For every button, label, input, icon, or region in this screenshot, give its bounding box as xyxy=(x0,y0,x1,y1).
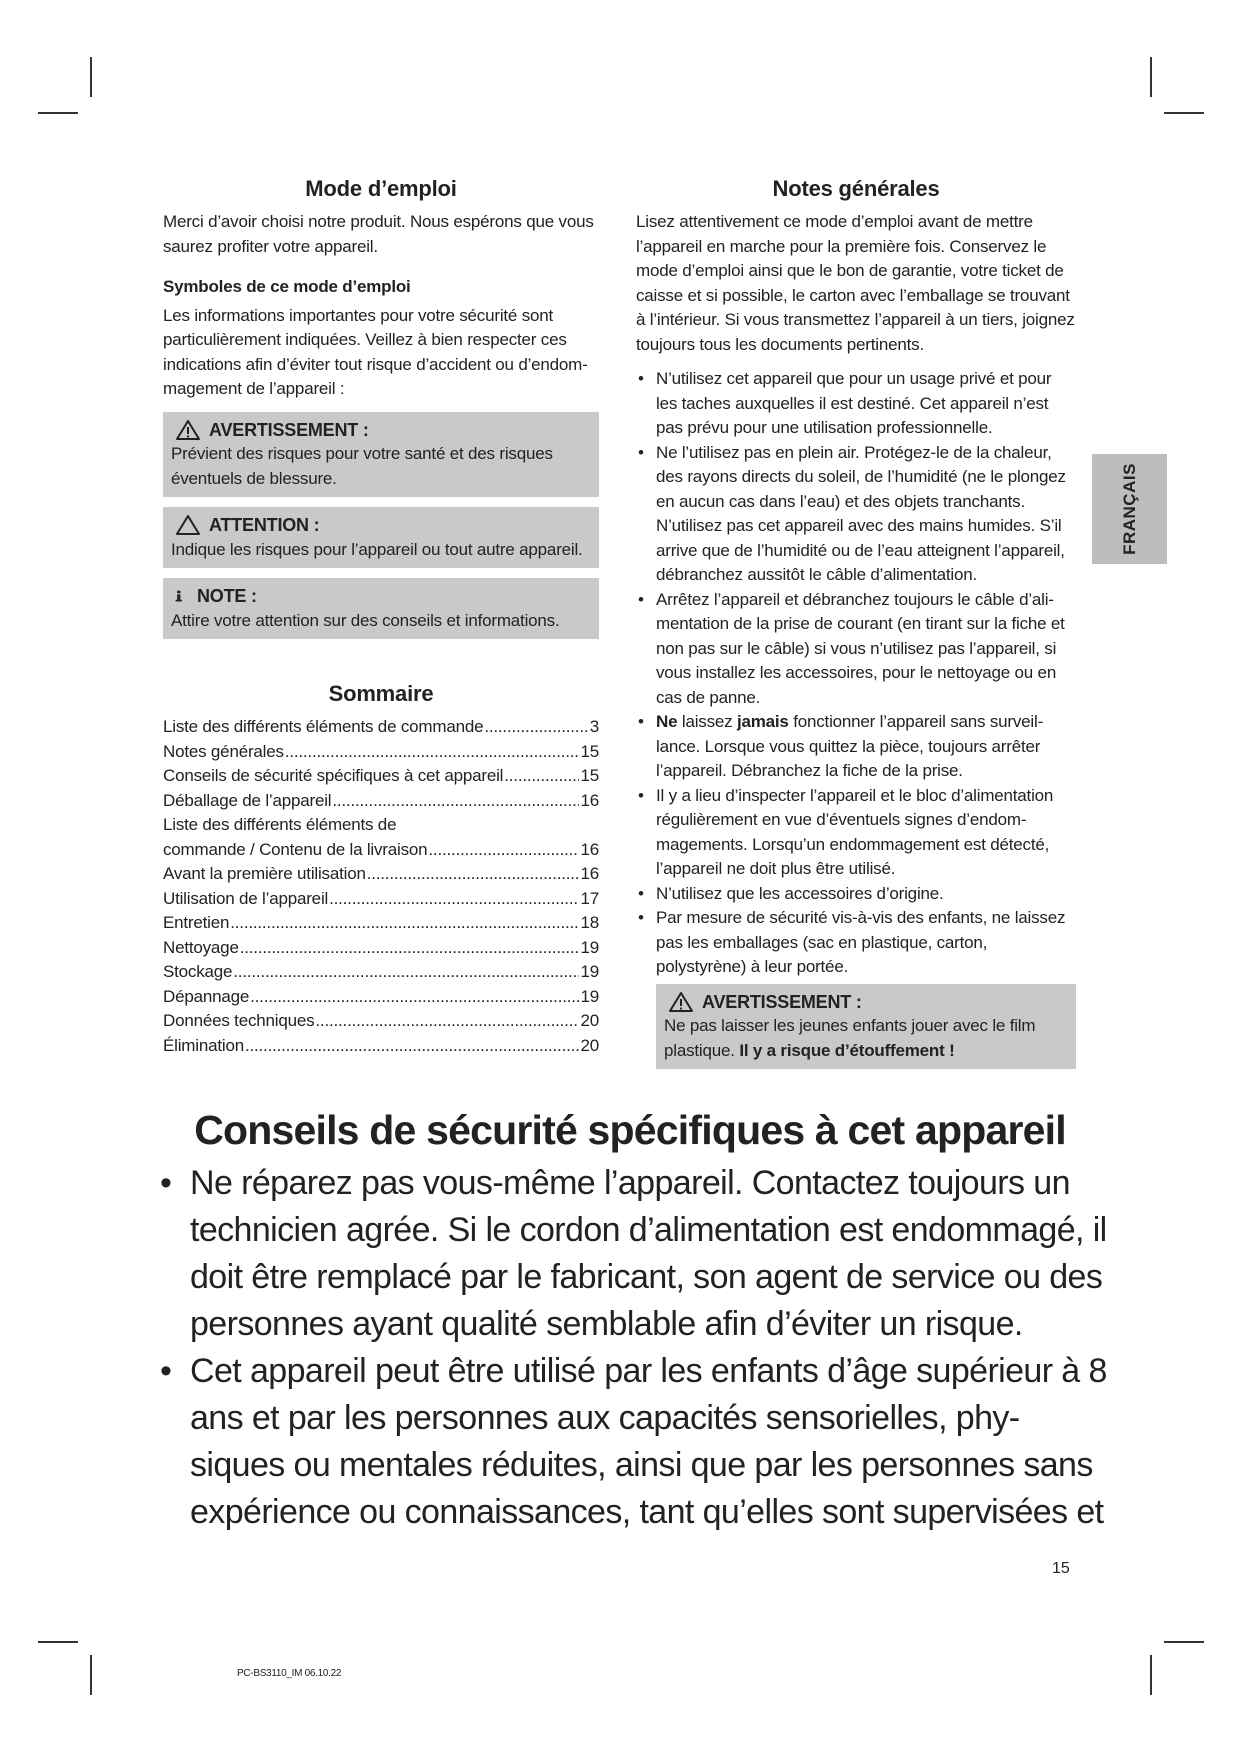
toc-row: Stockage ..... 19 xyxy=(163,960,599,985)
crop-mark xyxy=(90,1655,92,1695)
warning-box xyxy=(163,412,599,498)
children-warning-text: Ne pas laisser les jeunes enfants jouer avec le film plastique. Il y a risque d’étouffement ! xyxy=(664,1016,1036,1060)
crop-mark xyxy=(1150,57,1152,97)
attention-box xyxy=(163,507,599,568)
toc-row: commande / Contenu de la livraison ..... 16 xyxy=(163,838,599,863)
warning-box-title xyxy=(175,418,591,443)
toc-row: Dépannage ..... 19 xyxy=(163,985,599,1010)
list-item: • Ne l’utilisez pas en plein air. Protégez-le de la chaleur, des rayons directs du soleil, de l’humidité (ne le plongez en aucun cas dans l’eau) et des objets tranchants. N’utilisez pas cet appareil avec des mains humides. S’il arrive que de l’humidité ou de l’eau atteignent l’appareil, débranchez aussitôt le câble d’alimentation. xyxy=(636,441,1076,588)
list-item: • Ne réparez pas vous-même l’appareil. Contactez toujours un technicien agrée. Si le cordon d’alimentation est endommagé, il doit être remplacé par le fabricant, son agent de service ou des personnes ayant qualité semblable afin d’éviter un risque. xyxy=(150,1160,1110,1348)
intro-text: Merci d’avoir choisi notre produit. Nous espérons que vous saurez profiter votre appareil. xyxy=(163,212,594,256)
toc-row: Utilisation de l’appareil ..... 17 xyxy=(163,887,599,912)
mode-emploi-title: Mode d’emploi xyxy=(305,176,457,201)
list-item: • N’utilisez cet appareil que pour un usage privé et pour les taches auxquelles il est destiné. Cet appareil n’est pas prévu pour une utilisation professionnelle. xyxy=(636,367,1076,441)
list-item: • Arrêtez l’appareil et débranchez toujours le câble d’ali-mentation de la prise de courant (en tirant sur la fiche et non pas sur le câble) si vous n’utilisez pas l’appareil, si vous installez les accessoires, pour le nettoyage ou en cas de panne. xyxy=(636,588,1076,711)
attention-label: ATTENTION : xyxy=(209,515,320,535)
toc-row: Élimination ..... 20 xyxy=(163,1034,599,1059)
crop-mark xyxy=(38,112,78,114)
footer-code: PC-BS3110_IM 06.10.22 xyxy=(237,1668,342,1679)
crop-mark xyxy=(1150,1655,1152,1695)
warning-label: AVERTISSEMENT : xyxy=(209,419,369,440)
list-item: • Ne laissez jamais fonctionner l’appareil sans surveil-lance. Lorsque vous quittez la pièce, toujours arrêter l’appareil. Débranchez la fiche de la prise. xyxy=(636,710,1076,784)
children-warning-label: AVERTISSEMENT : xyxy=(702,991,862,1012)
warning-triangle-icon xyxy=(668,991,694,1013)
table-of-contents xyxy=(163,715,599,1058)
toc-row: Données techniques ..... 20 xyxy=(163,1009,599,1034)
crop-mark xyxy=(38,1641,78,1643)
notes-generales-title: Notes générales xyxy=(772,176,940,201)
children-warning-box xyxy=(656,984,1076,1070)
list-item: • Cet appareil peut être utilisé par les enfants d’âge supérieur à 8 ans et par les personnes aux capacités sensorielles, phy-siques ou mentales réduites, ainsi que par les personnes sans expérience ou connaissances, tant qu’elles sont supervisées et xyxy=(150,1348,1110,1536)
toc-row: Nettoyage ..... 19 xyxy=(163,936,599,961)
toc-row: Liste des différents éléments de commande ..... 3 xyxy=(163,715,599,740)
notes-bullet-list xyxy=(636,367,1076,980)
warning-triangle-icon xyxy=(175,419,201,441)
safety-bullet-list xyxy=(150,1160,1110,1536)
list-item: • Par mesure de sécurité vis-à-vis des enfants, ne laissez pas les emballages (sac en plastique, carton, polystyrène) à leur portée. xyxy=(636,906,1076,980)
note-text: Attire votre attention sur des conseils et informations. xyxy=(171,610,560,630)
attention-text: Indique les risques pour l’appareil ou tout autre appareil. xyxy=(171,539,583,559)
notes-intro: Lisez attentivement ce mode d’emploi avant de mettre l’appareil en marche pour la première fois. Conservez le mode d’emploi ainsi que le bon de garantie, votre ticket de caisse et si possible, le carton avec l’emballage se trouvant à l’intérieur. Si vous transmettez l’appareil à un tiers, joignez toujours tous les documents pertinents. xyxy=(636,212,1075,354)
symbols-text: Les informations importantes pour votre sécurité sont particulièrement indiquées. Veillez à bien respecter ces indications afin d’éviter tout risque d’accident ou d’endom-magement de l’appareil : xyxy=(163,305,588,398)
list-item: • N’utilisez que les accessoires d’origine. xyxy=(636,882,1076,907)
info-icon xyxy=(175,585,189,607)
right-column xyxy=(636,174,1076,1069)
children-warning-title xyxy=(668,990,1068,1015)
toc-row: Entretien ..... 18 xyxy=(163,911,599,936)
note-box-title xyxy=(175,584,591,609)
note-box xyxy=(163,578,599,639)
crop-mark xyxy=(90,57,92,97)
page-number: 15 xyxy=(1052,1560,1070,1577)
language-tab xyxy=(1092,454,1167,564)
toc-row: Notes générales ..... 15 xyxy=(163,740,599,765)
sommaire-title: Sommaire xyxy=(328,681,434,706)
language-tab-label: FRANÇAIS xyxy=(1119,463,1139,555)
attention-box-title xyxy=(175,513,591,538)
toc-row: Conseils de sécurité spécifiques à cet appareil ..... 15 xyxy=(163,764,599,789)
crop-mark xyxy=(1164,1641,1204,1643)
symbols-heading: Symboles de ce mode d’emploi xyxy=(163,277,411,296)
safety-title: Conseils de sécurité spécifiques à cet appareil xyxy=(194,1107,1066,1153)
crop-mark xyxy=(1164,112,1204,114)
toc-row: Déballage de l’appareil ..... 16 xyxy=(163,789,599,814)
caution-triangle-icon xyxy=(175,514,201,536)
safety-section xyxy=(150,1100,1110,1536)
toc-row: Liste des différents éléments de xyxy=(163,815,397,834)
left-column xyxy=(163,174,599,1058)
toc-row: Avant la première utilisation ..... 16 xyxy=(163,862,599,887)
note-label: NOTE : xyxy=(197,586,257,606)
list-item: • Il y a lieu d’inspecter l’appareil et le bloc d’alimentation régulièrement en vue d’éventuels signes d’endom-magements. Lorsqu’un endommagement est détecté, l’appareil ne doit plus être utilisé. xyxy=(636,784,1076,882)
warning-text: Prévient des risques pour votre santé et des risques éventuels de blessure. xyxy=(171,444,553,488)
